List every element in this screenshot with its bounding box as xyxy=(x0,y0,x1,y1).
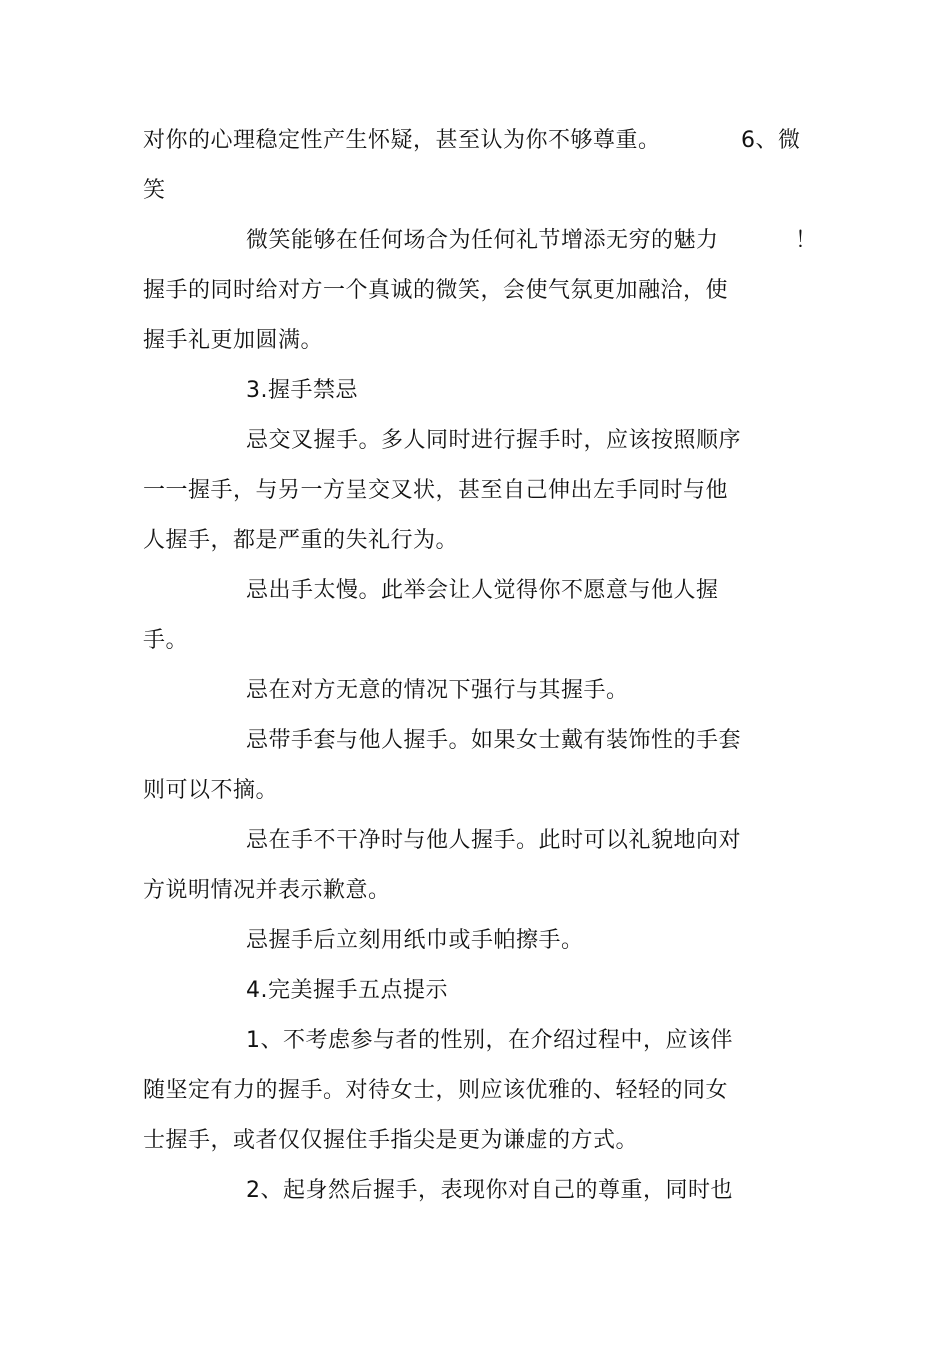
text-line: 忌交叉握手。多人同时进行握手时，应该按照顺序 xyxy=(246,428,742,453)
text-line: 1、不考虑参与者的性别，在介绍过程中，应该伴 xyxy=(246,1028,733,1053)
text-line: 握手的同时给对方一个真诚的微笑，会使气氛更加融洽，使 xyxy=(143,278,729,303)
text-line: 微笑能够在任何场合为任何礼节增添无穷的魅力 xyxy=(246,228,719,253)
text-line: 随坚定有力的握手。对待女士，则应该优雅的、轻轻的同女 xyxy=(143,1078,729,1103)
text-line: 对你的心理稳定性产生怀疑，甚至认为你不够尊重。 xyxy=(143,128,661,153)
text-line: 士握手，或者仅仅握住手指尖是更为谦虚的方式。 xyxy=(143,1128,639,1153)
text-line: 忌在对方无意的情况下强行与其握手。 xyxy=(246,678,629,703)
text-line: 人握手，都是严重的失礼行为。 xyxy=(143,528,459,553)
text-line: 笑 xyxy=(143,178,166,203)
section-heading: 4.完美握手五点提示 xyxy=(246,978,448,1003)
text-line: 忌带手套与他人握手。如果女士戴有装饰性的手套 xyxy=(246,728,742,753)
text-line: 方说明情况并表示歉意。 xyxy=(143,878,391,903)
text-line: 握手礼更加圆满。 xyxy=(143,328,324,353)
text-line: 手。 xyxy=(143,628,189,653)
section-heading: 3.握手禁忌 xyxy=(246,378,358,403)
text-line: 忌握手后立刻用纸巾或手帕擦手。 xyxy=(246,928,584,953)
text-line: 2、起身然后握手，表现你对自己的尊重，同时也 xyxy=(246,1178,733,1203)
text-line: 则可以不摘。 xyxy=(143,778,279,803)
text-line: 一一握手，与另一方呈交叉状，甚至自己伸出左手同时与他 xyxy=(143,478,729,503)
text-line: 6、微 xyxy=(741,128,801,153)
text-line: ！ xyxy=(795,228,818,253)
text-line: 忌在手不干净时与他人握手。此时可以礼貌地向对 xyxy=(246,828,742,853)
text-line: 忌出手太慢。此举会让人觉得你不愿意与他人握 xyxy=(246,578,719,603)
